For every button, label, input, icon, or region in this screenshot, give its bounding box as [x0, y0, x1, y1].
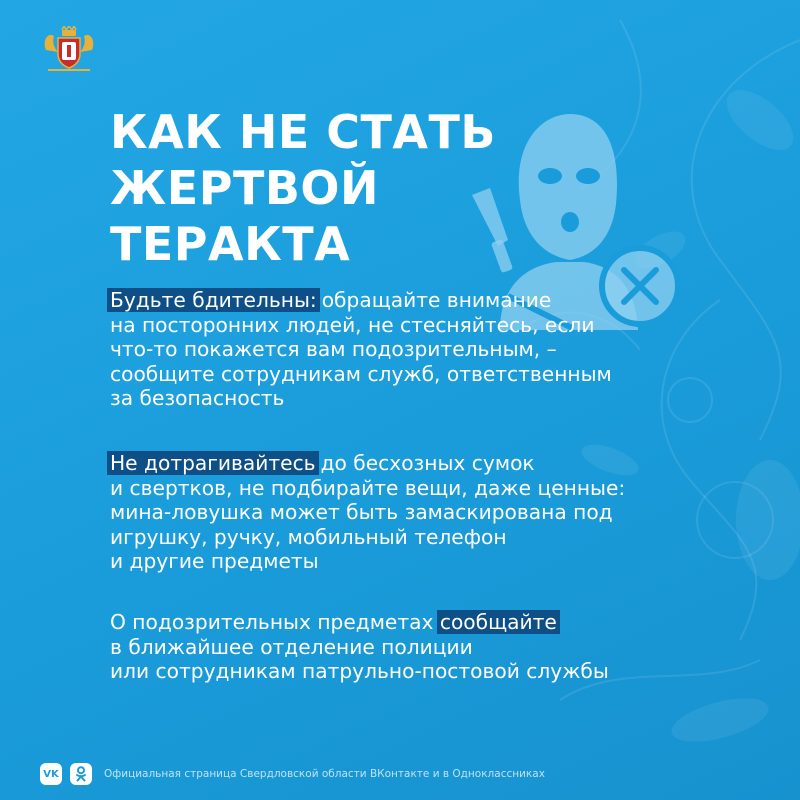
paragraph-line: за безопасность	[110, 386, 285, 410]
paragraph-line	[110, 288, 612, 313]
odnoklassniki-icon[interactable]	[70, 763, 92, 785]
cross-circle-icon	[602, 248, 678, 324]
knife-icon	[472, 188, 513, 273]
paragraph-line: или сотрудникам патрульно-постовой службы	[110, 659, 609, 683]
paragraph-line: и другие предметы	[110, 549, 319, 573]
paragraph-line: и свертков, не подбирайте вещи, даже ценные:	[110, 475, 626, 500]
headline-line-2: ЖЕРТВОЙ	[110, 161, 379, 215]
vk-icon[interactable]: VK	[40, 763, 62, 785]
paragraph-text: до бесхозных сумок	[320, 451, 535, 475]
paragraph-line: сообщите сотрудникам служб, ответственным	[110, 361, 612, 386]
paragraph-line: что-то покажется вам подозрительным, –	[110, 337, 557, 361]
paragraph-line	[110, 610, 609, 635]
paragraph-text: О подозрительных предметах	[110, 610, 434, 634]
paragraph-vigilance	[110, 288, 612, 411]
footer	[40, 762, 545, 786]
paragraph-report	[110, 610, 609, 684]
paragraph-line: в ближайшее отделение полиции	[110, 634, 473, 659]
headline	[110, 104, 496, 272]
paragraph-line: мина-ловушка может быть замаскирована под	[110, 500, 613, 524]
paragraph-do-not-touch	[110, 451, 625, 574]
coat-of-arms-icon	[40, 26, 98, 74]
footer-caption: Официальная страница Свердловской области ВКонтакте и в Одноклассниках	[104, 768, 545, 780]
headline-line-1: КАК НЕ СТАТЬ	[110, 105, 496, 159]
highlight-chip: сообщайте	[437, 610, 560, 634]
paragraph-line	[110, 451, 625, 476]
paragraph-line: на посторонних людей, не стесняйтесь, если	[110, 312, 595, 337]
highlight-chip: Не дотрагивайтесь	[107, 451, 319, 475]
headline-line-3: ТЕРАКТА	[110, 217, 351, 271]
paragraph-line: игрушку, ручку, мобильный телефон	[110, 524, 507, 549]
paragraph-text: обращайте внимание	[321, 288, 552, 312]
highlight-chip: Будьте бдительны:	[107, 288, 320, 312]
